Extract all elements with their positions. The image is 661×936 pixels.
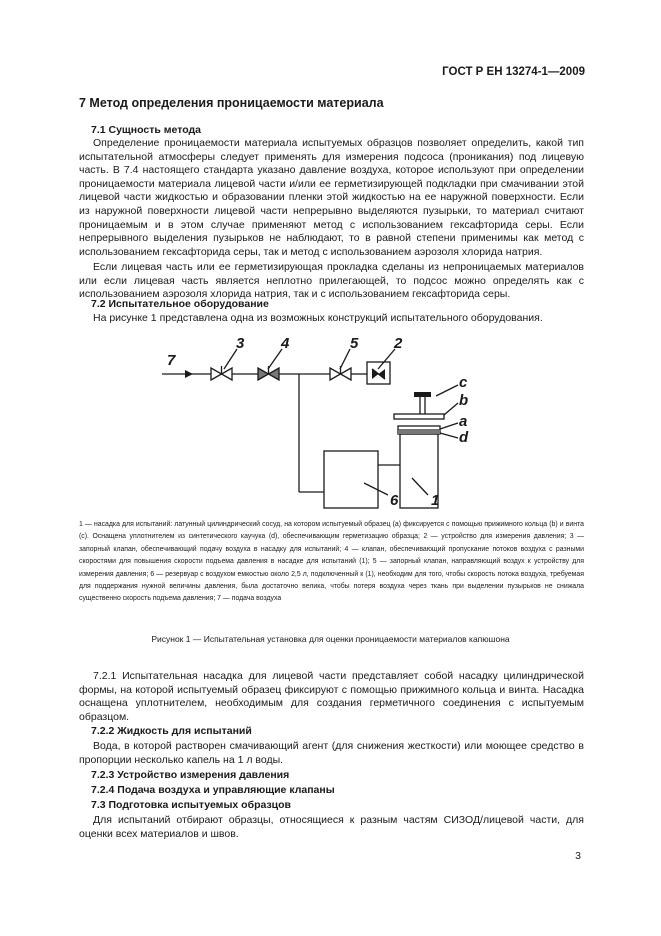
paragraph-7-2-intro: На рисунке 1 представлена одна из возможных конструкций испытательного оборудования.	[93, 312, 543, 324]
paragraph-7-2-2: Вода, в которой растворен смачивающий агент (для снижения жесткости) или моющее средство в пропорции несколько капель на 1 л воды.	[79, 740, 584, 766]
air-inlet-arrow-icon	[185, 370, 193, 378]
figure-legend: 1 — насадка для испытаний: латунный цилиндрический сосуд, на котором испытуемый образец (а) фиксируется с помощью прижимного кольца (b) и винта (c). Оснащена уплотнителем из синтетического каучука (d), обеспечивающим герметизацию образца; 2 — устройство для измерения давления; 3 — запорный клапан, обеспечивающий подачу воздуха в насадку для испытаний; 4 — клапан, обеспечивающий пропускание потоков воздуха с разными скоростями для повышения скорости подъема давления в насадке для испытаний (1); 5 — запорный клапан, направляющий воздух к устройству для измерения давления; 6 — резервуар с воздухом емкостью около 2,5 л, подключенный к (1), необходим для того, чтобы скорость потока воздуха, требуемая для поддержания нужной величины давления, была достаточно велика, чтобы потеря воздуха через ткань при выделении пузырьков не снижала существенно скорость подъема давления; 7 — подача воздуха	[79, 521, 584, 603]
section-title: 7 Метод определения проницаемости материала	[79, 96, 384, 110]
paragraph-7-1-impermeable: Если лицевая часть или ее герметизирующая прокладка сделаны из непроницаемых материалов или если лицевая часть является неплотно прилегающей, то подсос можно определять как с использованием аэрозоля хлорида натрия, так и с использованием гексафторида серы.	[79, 261, 584, 301]
label-a: a	[459, 413, 468, 430]
valve-5-icon	[330, 366, 351, 380]
screw-knob-icon	[414, 392, 431, 397]
subsection-heading-7-2-4: 7.2.4 Подача воздуха и управляющие клапаны	[91, 784, 335, 796]
page-number: 3	[575, 850, 581, 862]
label-c: c	[459, 374, 468, 391]
valve-3-icon	[211, 366, 232, 380]
subsection-heading-7-3: 7.3 Подготовка испытуемых образцов	[91, 799, 291, 811]
seal-band-icon	[398, 430, 440, 434]
label-inlet-7: 7	[167, 352, 176, 369]
label-valve-4: 4	[281, 335, 290, 352]
pressure-gauge-icon	[372, 369, 385, 379]
figure-caption: Рисунок 1 — Испытательная установка для оценки проницаемости материалов капюшона	[151, 634, 510, 644]
paragraph-7-2-1: 7.2.1 Испытательная насадка для лицевой части представляет собой насадку цилиндрической формы, на которой испытуемый образец фиксируют с помощью прижимного кольца и винта. Насадка оснащена уплотнителем, необходимым для создания герметичного соединения с испытуемым образцом.	[79, 670, 584, 723]
label-d: d	[459, 429, 469, 446]
paragraph-7-1-body: Определение проницаемости материала испытуемых образцов позволяет определить, какой тип испытательной атмосферы следует применять для измерения подсоса (проникания) под лицевую часть. В 7.4 настоящего стандарта указано давление воздуха, которое используют при определении проницаемости материала лицевой части и/или ее герметизирующей подкладки при смачивании этой лицевой части жидкостью и образовании пленки этой жидкостью на ее наружной поверхности. Если из наружной поверхности лицевой части непрерывно выделяются пузырьки, то материал считают проницаемым и в этом случае применяют метод с использованием гексафторида серы. Если непрерывного выделения пузырьков не наблюдают, то в равной степени применимы как метод с использованием гексафторида серы, так и метод с использованием аэрозоля хлорида натрия.	[79, 137, 584, 258]
test-apparatus-diagram	[150, 330, 490, 515]
subsection-heading-7-1: 7.1 Сущность метода	[91, 124, 202, 136]
document-header: ГОСТ Р ЕН 13274-1—2009	[442, 66, 585, 78]
label-b: b	[459, 392, 469, 409]
paragraph-7-3: Для испытаний отбирают образцы, относящиеся к разным частям СИЗОД/лицевой части, для оценки всех материалов и швов.	[79, 814, 584, 840]
subsection-heading-7-2-2: 7.2.2 Жидкость для испытаний	[91, 725, 252, 737]
label-valve-3: 3	[236, 335, 245, 352]
label-gauge-2: 2	[394, 335, 403, 352]
label-valve-5: 5	[350, 335, 359, 352]
label-attachment-1: 1	[431, 492, 440, 509]
valve-4-icon	[258, 366, 279, 380]
subsection-heading-7-2: 7.2 Испытательное оборудование	[91, 298, 269, 310]
subsection-heading-7-2-3: 7.2.3 Устройство измерения давления	[91, 769, 290, 781]
label-reservoir-6: 6	[390, 492, 399, 509]
